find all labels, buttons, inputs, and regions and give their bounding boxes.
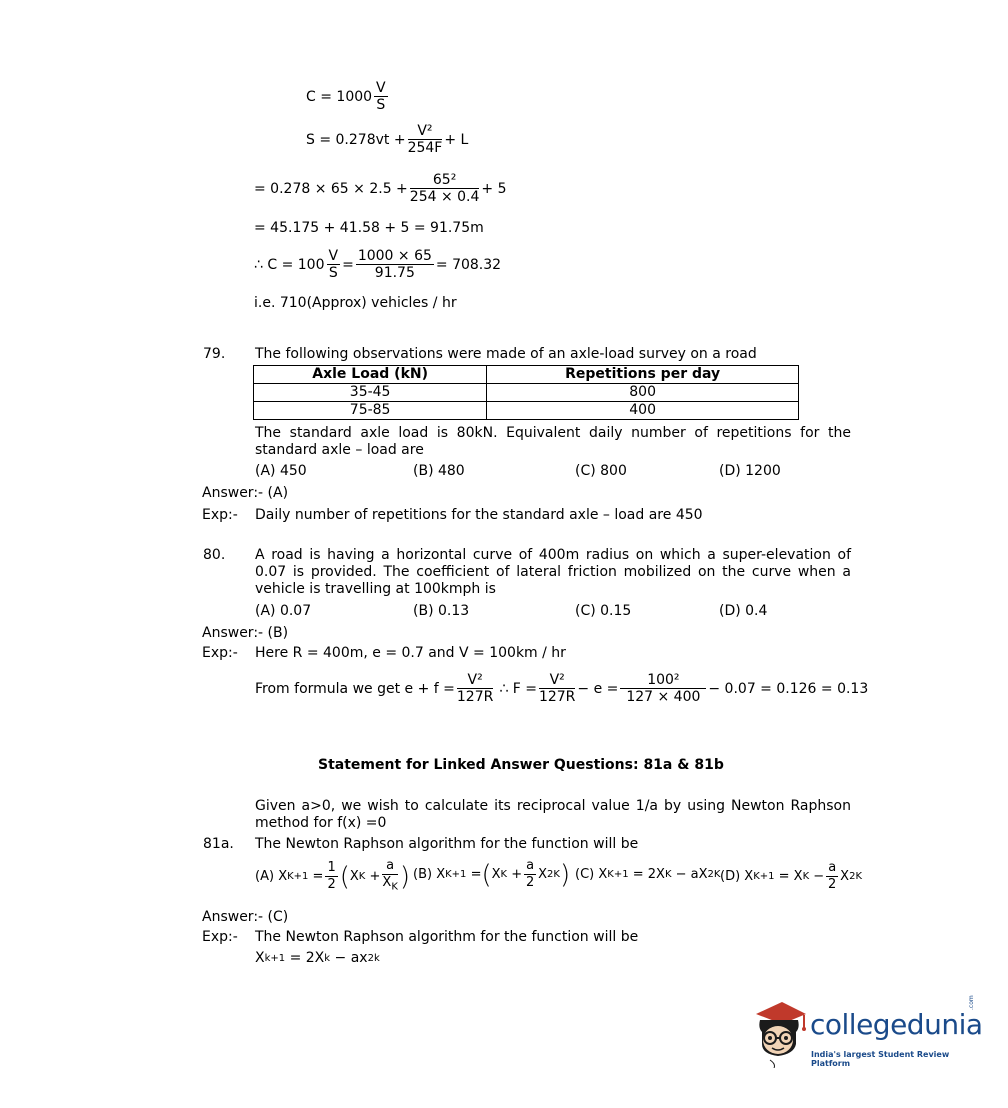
- math-var: X: [840, 869, 850, 884]
- table-cell: 400: [487, 402, 799, 420]
- explanation-label: Exp:-: [202, 507, 238, 523]
- fraction-denominator: 127R: [456, 689, 494, 705]
- math-expr: − aX: [675, 867, 708, 882]
- option-a: (A) 450: [255, 463, 307, 479]
- option-c: (C) 800: [575, 463, 627, 479]
- fraction: [457, 672, 493, 705]
- math-operator: −: [813, 869, 825, 884]
- fraction-denominator: S: [328, 265, 338, 281]
- option-c: [575, 867, 720, 882]
- option-a: (A) 0.07: [255, 603, 312, 619]
- table-cell: 800: [487, 384, 799, 402]
- math-var: X: [278, 869, 288, 885]
- math-operator: =: [470, 867, 482, 882]
- option-d: (D) 1200: [719, 463, 781, 479]
- brand-name: collegedunia: [810, 1008, 983, 1041]
- answer-line: Answer:- (B): [202, 625, 289, 641]
- math-subscript: K: [391, 881, 398, 893]
- math-subscript: K: [855, 871, 863, 882]
- fraction-numerator: 65²: [410, 172, 480, 189]
- math-var: X: [382, 875, 392, 890]
- open-paren: (: [481, 859, 492, 890]
- math-var: X: [349, 869, 359, 885]
- equation-capacity: [306, 80, 390, 113]
- answer-line: Answer:- (C): [202, 909, 289, 925]
- fraction-numerator: a: [526, 858, 535, 873]
- fraction-denominator: 91.75: [374, 265, 415, 281]
- formula-result: − 0.07 = 0.126 = 0.13: [708, 680, 869, 697]
- math-var: X: [538, 867, 548, 882]
- fraction-denominator: [382, 875, 397, 896]
- section-heading: Statement for Linked Answer Questions: 81a & 81b: [318, 757, 724, 773]
- table-header: Repetitions per day: [487, 366, 799, 384]
- option-c: (C) 0.15: [575, 603, 632, 619]
- fraction: [382, 858, 397, 896]
- close-paren: ): [559, 859, 571, 890]
- fraction-denominator: S: [376, 97, 386, 113]
- table-row: [254, 384, 799, 402]
- math-subscript: K: [358, 871, 366, 883]
- brand-logo[interactable]: [748, 995, 983, 1068]
- fraction-numerator: a: [828, 860, 837, 875]
- table-cell: 75-85: [254, 402, 487, 420]
- table-header-row: [254, 366, 799, 384]
- option-b: (B) 0.13: [413, 603, 470, 619]
- fraction-denominator: 2: [828, 877, 837, 892]
- math-subscript: K+1: [287, 871, 309, 883]
- explanation-text: Daily number of repetitions for the standard axle – load are 450: [255, 507, 703, 523]
- explanation-label: Exp:-: [202, 929, 238, 945]
- math-expr: = X: [778, 869, 803, 884]
- axle-load-table: [253, 365, 799, 420]
- math-operator: =: [312, 869, 324, 885]
- therefore-text: ∴ F =: [499, 680, 537, 697]
- table-cell: 35-45: [254, 384, 487, 402]
- equation-capacity-calc: [254, 248, 501, 281]
- brand-tagline: India's largest Student Review Platform: [811, 1050, 950, 1068]
- math-subscript: K: [553, 869, 560, 880]
- equation-substitution: [254, 172, 507, 205]
- open-paren: (: [339, 861, 350, 892]
- friction-formula: [255, 672, 868, 705]
- math-var: X: [491, 867, 501, 882]
- fraction-numerator: V²: [539, 672, 575, 689]
- fraction: [356, 248, 434, 281]
- math-subscript: K+1: [753, 871, 775, 882]
- eq-rhs: + 5: [481, 180, 507, 197]
- table-row: [254, 402, 799, 420]
- math-var: X: [744, 869, 754, 884]
- math-var: X: [598, 867, 608, 882]
- math-subscript: K+1: [607, 869, 629, 880]
- eq-lhs: = 0.278 × 65 × 2.5 +: [254, 180, 408, 197]
- fraction-numerator: a: [382, 858, 397, 875]
- option-b: (B) 480: [413, 463, 465, 479]
- option-label: (C): [575, 867, 595, 882]
- explanation-text: Here R = 400m, e = 0.7 and V = 100km / hr: [255, 645, 566, 661]
- math-var: X: [255, 950, 265, 966]
- close-paren: ): [399, 861, 411, 892]
- math-subscript: K: [802, 871, 810, 882]
- question-text: The Newton Raphson algorithm for the function will be: [255, 836, 639, 852]
- fraction: [327, 248, 341, 281]
- table-header: Axle Load (kN): [254, 366, 487, 384]
- fraction-numerator: V: [376, 80, 386, 96]
- math-operator: +: [511, 867, 523, 882]
- option-b: [413, 858, 570, 891]
- explanation-text: The Newton Raphson algorithm for the function will be: [255, 929, 639, 945]
- math-operator: +: [369, 869, 381, 885]
- option-d: (D) 0.4: [719, 603, 768, 619]
- fraction-numerator: 1000 × 65: [357, 248, 432, 264]
- equation-stopping-distance: [306, 123, 468, 156]
- fraction-numerator: V²: [457, 672, 493, 689]
- fraction-denominator: 254 × 0.4: [409, 189, 480, 205]
- fraction: [826, 860, 838, 893]
- fraction: [410, 172, 480, 205]
- math-expr: − ax: [334, 950, 368, 966]
- math-expr: = 2X: [289, 950, 325, 966]
- answer-line: Answer:- (A): [202, 485, 289, 501]
- fraction-numerator: V²: [408, 123, 443, 140]
- final-algorithm: [255, 950, 380, 966]
- fraction: [325, 860, 337, 893]
- option-label: (D): [720, 869, 741, 884]
- question-number: 81a.: [203, 836, 234, 852]
- math-superscript: 2: [367, 952, 374, 964]
- fraction-numerator: V: [328, 248, 339, 264]
- math-expr: = 2X: [632, 867, 665, 882]
- fraction-denominator: 2: [525, 875, 535, 890]
- math-subscript: K: [664, 869, 672, 880]
- math-superscript: 2: [849, 871, 856, 882]
- fraction: [620, 672, 706, 705]
- section-intro: Given a>0, we wish to calculate its reciprocal value 1/a by using Newton Raphson method for f(x) =0: [255, 798, 851, 831]
- fraction-numerator: 100²: [620, 672, 706, 689]
- formula-lead: From formula we get e + f =: [255, 680, 455, 697]
- fraction-denominator: 127R: [538, 689, 576, 705]
- minus-e: − e =: [577, 680, 619, 697]
- eq-lhs: ∴ C = 100: [254, 256, 325, 273]
- math-subscript: K: [500, 869, 508, 880]
- math-subscript: k: [324, 952, 331, 964]
- fraction: [539, 672, 575, 705]
- option-d: [720, 860, 862, 893]
- fraction-denominator: 2: [327, 877, 336, 893]
- math-subscript: k: [373, 952, 380, 964]
- fraction-denominator: 127 × 400: [626, 689, 701, 705]
- math-subscript: K+1: [445, 869, 467, 880]
- math-superscript: 2: [547, 869, 554, 880]
- eq-rhs: = 708.32: [435, 256, 502, 273]
- eq-lhs: S = 0.278vt +: [306, 131, 406, 148]
- fraction: [374, 80, 388, 113]
- math-var: X: [436, 867, 446, 882]
- option-label: (A): [255, 869, 275, 885]
- option-a: [255, 858, 410, 896]
- eq-rhs: + L: [444, 131, 469, 148]
- graduate-mascot-icon: [748, 998, 810, 1068]
- fraction-numerator: 1: [327, 860, 336, 876]
- math-subscript: K: [713, 869, 721, 880]
- math-subscript: k+1: [264, 952, 286, 964]
- question-text: The following observations were made of an axle-load survey on a road: [255, 346, 757, 362]
- eq-lhs: C = 1000: [306, 88, 373, 105]
- equation-result: = 45.175 + 41.58 + 5 = 91.75m: [254, 220, 484, 236]
- question-text: The standard axle load is 80kN. Equivalent daily number of repetitions for the standard axle – load are: [255, 425, 851, 458]
- math-superscript: 2: [707, 869, 714, 880]
- fraction: [524, 858, 536, 891]
- explanation-label: Exp:-: [202, 645, 238, 661]
- question-number: 80.: [203, 547, 226, 563]
- brand-domain: .com: [968, 995, 975, 1010]
- question-text: A road is having a horizontal curve of 400m radius on which a super-elevation of 0.07 is provided. The coefficient of lateral friction mobilized on the curve when a vehicle is travelling at 100kmph is: [255, 547, 851, 597]
- eq-equals: =: [342, 256, 354, 273]
- fraction: [408, 123, 443, 156]
- fraction-denominator: 254F: [407, 140, 443, 156]
- option-label: (B): [413, 867, 433, 882]
- equation-capacity-result: i.e. 710(Approx) vehicles / hr: [254, 295, 457, 311]
- question-number: 79.: [203, 346, 226, 362]
